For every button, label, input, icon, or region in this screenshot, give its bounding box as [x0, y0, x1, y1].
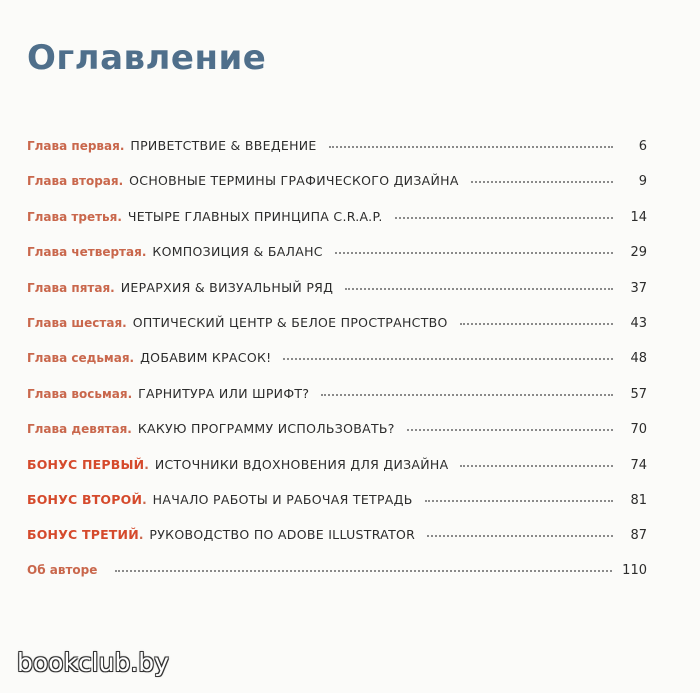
dot-leader: [407, 429, 613, 431]
dot-leader: [427, 535, 613, 537]
toc-entry-page-number: 29: [630, 245, 647, 261]
toc-entry-separator: .: [127, 386, 133, 401]
toc-entry-title: НАЧАЛО РАБОТЫ И РАБОЧАЯ ТЕТРАДЬ: [152, 491, 413, 507]
toc-entry[interactable]: [27, 138, 647, 173]
toc-entry-page-number: 57: [630, 386, 647, 402]
dot-leader: [345, 288, 613, 290]
toc-entry-title: ОСНОВНЫЕ ТЕРМИНЫ ГРАФИЧЕСКОГО ДИЗАЙНА: [129, 173, 459, 189]
toc-entry-label: Об авторе: [27, 562, 98, 577]
toc-entry-page-number: 43: [630, 315, 647, 331]
toc-entry[interactable]: [27, 386, 647, 421]
toc-entry-label: Глава третья: [27, 209, 118, 224]
toc-entry-label: Глава восьмая: [27, 386, 128, 401]
toc-entry-label: БОНУС ПЕРВЫЙ: [27, 456, 145, 472]
toc-entry[interactable]: [27, 315, 647, 350]
toc-entry-title: КОМПОЗИЦИЯ & БАЛАНС: [152, 244, 323, 260]
toc-entry-separator: .: [141, 245, 147, 260]
toc-entry[interactable]: [27, 421, 647, 456]
toc-entry-title: РУКОВОДСТВО ПО ADOBE ILLUSTRATOR: [149, 527, 416, 543]
toc-entry[interactable]: [27, 173, 647, 208]
toc-entry[interactable]: [27, 244, 647, 279]
toc-entry-separator: .: [127, 422, 132, 437]
dot-leader: [395, 217, 613, 219]
toc-entry-page-number: 87: [630, 528, 647, 544]
dot-leader: [460, 465, 613, 467]
toc-entry-title: ДОБАВИМ КРАСОК!: [140, 350, 272, 366]
toc-entry-label: Глава вторая: [27, 174, 119, 189]
dot-leader: [460, 323, 613, 325]
toc-entry-page-number: 37: [630, 280, 647, 296]
dot-leader: [283, 358, 613, 360]
dot-leader: [321, 394, 613, 396]
toc-entry-title: ГАРНИТУРА ИЛИ ШРИФТ?: [138, 385, 310, 401]
toc-entry-title: КАКУЮ ПРОГРАММУ ИСПОЛЬЗОВАТЬ?: [137, 421, 395, 437]
toc-entry-label: Глава шестая: [27, 315, 123, 330]
toc-entry-label: БОНУС ТРЕТИЙ: [27, 527, 139, 543]
dot-leader: [471, 181, 613, 183]
toc-entry-page-number: 110: [622, 562, 647, 578]
toc-entry[interactable]: [27, 527, 647, 562]
toc-entry-title: ИСТОЧНИКИ ВДОХНОВЕНИЯ ДЛЯ ДИЗАЙНА: [154, 456, 449, 472]
toc-entry[interactable]: [27, 350, 647, 385]
toc-entry[interactable]: [27, 457, 647, 492]
toc-entry-separator: .: [119, 139, 125, 153]
toc-entry-separator: .: [144, 457, 149, 472]
toc-entry-label: Глава седьмая: [27, 351, 130, 366]
toc-entry-separator: .: [117, 209, 122, 224]
toc-entry-separator: .: [138, 528, 144, 543]
toc-entry-label: Глава пятая: [27, 280, 111, 295]
toc-entry-title: ОПТИЧЕСКИЙ ЦЕНТР & БЕЛОЕ ПРОСТРАНСТВО: [132, 314, 448, 330]
toc-entry-page-number: 14: [630, 209, 647, 225]
toc-entry-page-number: 9: [638, 174, 647, 190]
toc-entry-separator: .: [129, 351, 135, 366]
toc-entry-page-number: 70: [630, 422, 647, 438]
toc-entry-page-number: 48: [630, 351, 647, 367]
dot-leader: [425, 500, 613, 502]
toc-entry[interactable]: [27, 563, 647, 598]
toc-entry-label: Глава первая: [27, 139, 120, 153]
toc-entry-page-number: 81: [630, 492, 647, 508]
toc-entry-label: Глава девятая: [27, 422, 128, 437]
toc-entry-page-number: 6: [638, 139, 647, 154]
toc-entry[interactable]: [27, 492, 647, 527]
page-title: Оглавление: [27, 38, 267, 78]
toc-entry-title: ЧЕТЫРЕ ГЛАВНЫХ ПРИНЦИПА C.R.A.P.: [127, 208, 383, 224]
watermark: bookclub.by: [17, 648, 169, 677]
dot-leader: [115, 570, 612, 572]
dot-leader: [335, 252, 613, 254]
toc-entry[interactable]: [27, 280, 647, 315]
toc-entry-label: БОНУС ВТОРОЙ: [27, 491, 143, 507]
toc-entry-separator: .: [110, 280, 115, 295]
toc-entry-separator: .: [118, 174, 124, 189]
toc-entry[interactable]: [27, 209, 647, 244]
toc-entry-title: ПРИВЕТСТВИЕ & ВВЕДЕНИЕ: [130, 138, 317, 153]
dot-leader: [329, 146, 613, 148]
toc-entry-separator: .: [142, 492, 147, 507]
toc-entry-title: ИЕРАРХИЯ & ВИЗУАЛЬНЫЙ РЯД: [120, 279, 334, 295]
toc-entry-page-number: 74: [630, 457, 647, 473]
toc-entry-label: Глава четвертая: [27, 245, 142, 260]
toc-entry-separator: .: [122, 315, 127, 330]
table-of-contents: [27, 138, 647, 598]
